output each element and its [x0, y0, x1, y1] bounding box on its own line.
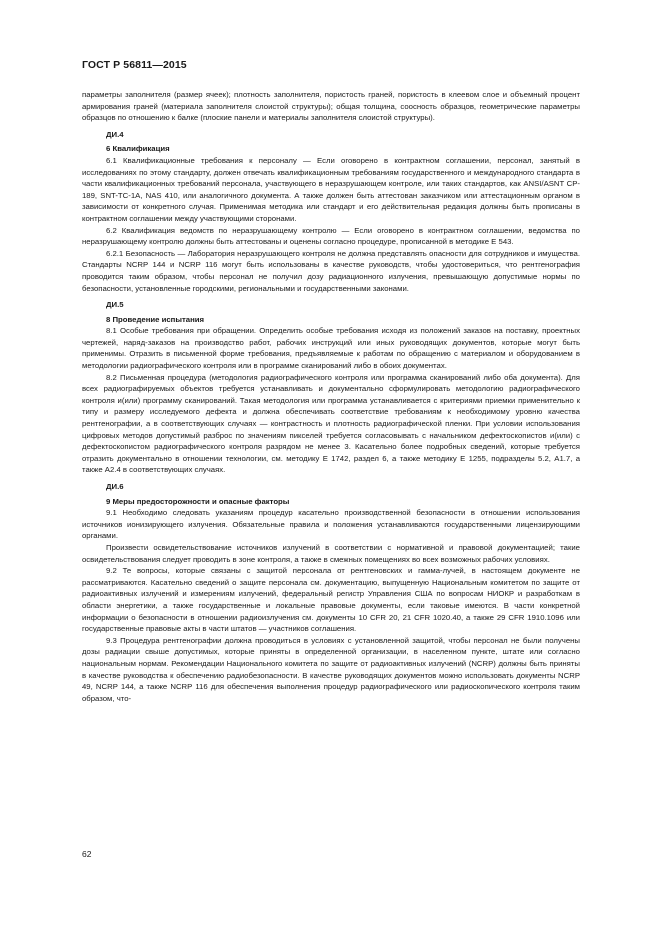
page-number: 62 — [82, 849, 92, 859]
annex-di4-label: ДИ.4 — [106, 129, 124, 139]
paragraph-9-3: 9.3 Процедура рентгенографии должна проводиться в условиях с установленной защитой, чтобы персонал не были получены дозы радиации свыше допустимых, которые приняты в определенной организации, в населенном пункте, штате или согласно национальным нормам. Рекомендации Национального комитета по защите от радиоактивных излучений (NCRP) должны быть приняты в качестве руководства к обеспечению радиобезопасности. В качестве руководящих документов можно использовать документы NCRP 49, NCRP 144, а также NCRP 116 для обеспечения выполнения процедур радиографического или радиоскопического контроля таким образом, что- — [82, 635, 580, 703]
annex-di5-label: ДИ.5 — [106, 300, 124, 310]
paragraph-9-1: 9.1 Необходимо следовать указаниям процедур касательно производственной безопасности в отношении использования источников ионизирующего излучения. Обязательные правила и положения устанавливаются государственными лицензирующими органами. — [82, 508, 580, 541]
document-body — [82, 89, 580, 704]
section-8-heading: 8 Проведение испытания — [106, 314, 205, 324]
document-code: ГОСТ Р 56811—2015 — [82, 59, 187, 71]
paragraph-6-2-1: 6.2.1 Безопасность — Лаборатория неразрушающего контроля не должна представлять опасности для сотрудников и имущества. Стандарты NCRP 144 и NCRP 116 могут быть использованы в качестве руководств, чтобы удостовериться, что рентгенография проводится таким образом, чтобы персонал не получил дозу радиационного излучения, превышающую допустимые нормы по безопасности, установленные городскими, региональными и государственными законами. — [82, 248, 580, 293]
paragraph-6-2: 6.2 Квалификация ведомств по неразрушающему контролю — Если оговорено в контрактном соглашении, ведомства по неразрушающему контролю должны быть аттестованы и оценены согласно процедуре, прописанной в методике Е 543. — [82, 225, 580, 247]
section-9-heading: 9 Меры предосторожности и опасные факторы — [106, 496, 290, 506]
paragraph-8-2: 8.2 Письменная процедура (методология радиографического контроля или программа сканирований либо оба документа). Для всех радиографируемых объектов требуется устанавливать и документально сформулировать методологию радиографического контроля и(или) программу сканирований. Такая методология или программа устанавливается с критериями приемки применительно к типу и размеру исследуемого дефекта и должна обеспечивать соответствие требованиям к необходимому уровню качества рентгенографии, а в соответствующих случаях — контрастность и плотность радиографической пленки. При условии использования цифровых методов допустимый разброс по значениям пикселей требуется согласовывать с начальником дефектоскопистов и(или) с дефектоскопистом радиографического контроля разрядом не менее 3. Касательно более подробных сведений, которые требуется отразить документально в отношении технологии, см. методику Е 1742, раздел 6, а также методику Е 1255, подразделы 5.2, А1.7, а также А2.4 в соответствующих случаях. — [82, 372, 580, 475]
paragraph-9-2: 9.2 Те вопросы, которые связаны с защитой персонала от рентгеновских и гамма-лучей, в настоящем документе не рассматриваются. Касательно сведений о защите персонала см. документацию, выпущенную Национальным комитетом по защите от радиоактивных излучений и измерениям излучений, федеральный регистр Управления США по вопросам НИОКР и разработкам в области энергетики, а также государственные и локальные правовые документы, если таковые имеются. В части конкретной информации о безопасности в отношении радиоизлучения см. документы 10 CFR 20, 21 CFR 1020.40, а также 29 CFR 1910.1096 или государственные правовые акты в части штатов — участников соглашения. — [82, 566, 580, 634]
paragraph-9-1-continued: Произвести освидетельствование источников излучений в соответствии с нормативной и правовой документацией; такие освидетельствования следует проводить в зоне контроля, а также в смежных помещениях во всех возможных рабочих условиях. — [82, 542, 580, 564]
section-6-heading: 6 Квалификация — [106, 144, 170, 154]
intro-paragraph: параметры заполнителя (размер ячеек); плотность заполнителя, пористость граней, пористость в клеевом слое и объемный процент армирования граней (материала заполнителя слоистой структуры); общая толщина, соосность образцов, геометрические параметры образцов по отношению к балке (плоские панели и материалы заполнителя слоистой структуры). — [82, 90, 580, 123]
paragraph-6-1: 6.1 Квалификационные требования к персоналу — Если оговорено в контрактном соглашении, персонал, занятый в исследованиях по этому стандарту, должен отвечать квалификационным требованиям государственного и международного стандарта в части квалификационных требований персонала, участвующего в неразрушающем контроле, или таких стандартов, как ANSI/ASNT CP-189, SNT-TC-1A, NAS 410, или аналогичного документа. А также должен быть аттестован заказчиком или аттестационным органом в зависимости от конкретного случая. Применимая методика или стандарт и его действительная редакция должны быть прописаны в контрактном соглашении между участвующими сторонами. — [82, 155, 580, 223]
annex-di6-label: ДИ.6 — [106, 482, 124, 491]
paragraph-8-1: 8.1 Особые требования при обращении. Определить особые требования исходя из положений заказов на поставку, проектных чертежей, наряд-заказов на производство работ, рабочих инструкций или иных руководящих документов, которые могут быть применимы. Отразить в письменной форме требования, предъявляемые к работам по обращению с материалом и оборудованием в методологии радиографического контроля или в программе сканирований либо в обоих документах. — [82, 326, 580, 371]
